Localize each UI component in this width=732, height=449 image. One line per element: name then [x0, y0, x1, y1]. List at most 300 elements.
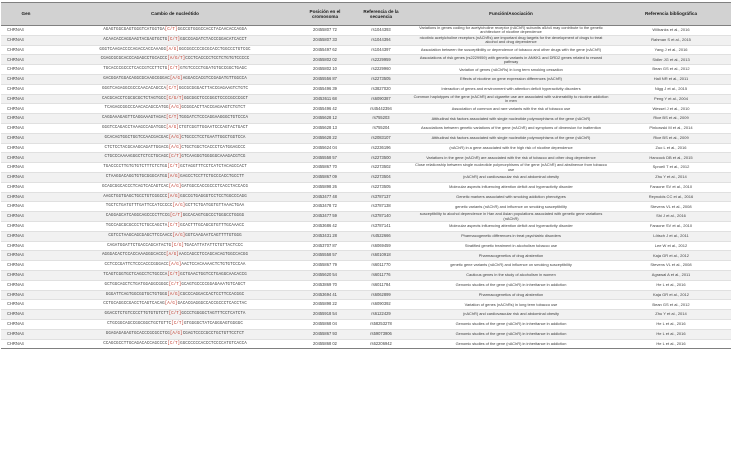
- snp-allele: [C/T]: [171, 322, 184, 326]
- chromosome-position-cell: 20453611 68: [299, 94, 351, 104]
- table-row: [1, 310, 731, 320]
- nucleotide-change-cell: [51, 212, 299, 222]
- sequence-right: GCAGTGCCCCGGAGAAATGTCAGCT: [181, 282, 246, 287]
- gene-cell: CHRNA4: [1, 84, 51, 94]
- header-nucleotide-change: Cambio de nucleótido: [51, 3, 299, 26]
- sequence-reference-cell: rs1044393: [351, 26, 411, 36]
- gene-cell: CHRNA4: [1, 310, 51, 320]
- function-association-cell: Genomic studies of the gene (nAChR) in inheritance in addiction: [411, 339, 611, 349]
- table-row: [1, 241, 731, 251]
- sequence-reference-cell: rs2273505: [351, 74, 411, 84]
- function-association-cell: Close relationship between single nucleotide polymorphisms of the gene (nAChR) and abstinence from tobacco use: [411, 163, 611, 173]
- bibliographic-reference-cell: Wilbanks et al., 2016: [611, 26, 731, 36]
- chromosome-position-cell: 20455496 39: [299, 84, 351, 94]
- function-association-cell: Variations in genes coding for acetylcholine receptor (nAChR) subunits α5/α4 may contribute to the genetic architecture of nicotine dependence: [411, 26, 611, 36]
- sequence-left: TGCTCTGATGTTTGATTCCATCCCCC: [105, 204, 173, 209]
- chromosome-position-cell: 20455558 57: [299, 153, 351, 163]
- snp-allele: [C/T]: [166, 86, 179, 91]
- sequence-reference-cell: rs6011770: [351, 261, 411, 271]
- sequence-reference-cell: rs1044397: [351, 45, 411, 55]
- sequence-reference-cell: rs62206942: [351, 339, 411, 349]
- bibliographic-reference-cell: Sproell T et al., 2012: [611, 163, 731, 173]
- sequence-left: CAGATGGATTCTGACCAGCATACTG: [107, 243, 172, 248]
- table-row: [1, 251, 731, 261]
- nucleotide-change-cell: [51, 163, 299, 173]
- sequence-left: TCAGTCGGTGCTCAGCCTCTGCCCA: [103, 273, 168, 278]
- nucleotide-change-cell: [51, 231, 299, 241]
- function-association-cell: Interaction of genes and environment with attention deficit hyperactivity disorders: [411, 84, 611, 94]
- nucleotide-change-cell: [51, 45, 299, 55]
- sequence-reference-cell: rs58253278: [351, 319, 411, 329]
- table-row: [1, 94, 731, 104]
- sequence-reference-cell: rs2229960: [351, 65, 411, 75]
- nucleotide-change-cell: [51, 143, 299, 153]
- sequence-reference-cell: rs755203: [351, 114, 411, 124]
- function-association-cell: Cautious genes in the study of alcoholism in women: [411, 270, 611, 280]
- gene-cell: CHRNA4: [1, 261, 51, 271]
- chromosome-position-cell: 20455807 72: [299, 26, 351, 36]
- sequence-right: AGGACCACGTCCGAGATGTTGGCCA: [182, 77, 247, 82]
- sequence-left: GGGTCCAGACCTAAAGCCAGATGGC: [101, 126, 167, 131]
- snp-allele: [A/G]: [166, 253, 179, 258]
- snp-allele: [C/T]: [169, 214, 183, 219]
- nucleotide-change-cell: [51, 94, 299, 104]
- sequence-reference-cell: rs6011776: [351, 270, 411, 280]
- nucleotide-change-cell: [51, 104, 299, 114]
- chromosome-position-cell: 20455898 22: [299, 300, 351, 310]
- table-body: [1, 26, 731, 349]
- header-row: [1, 3, 731, 26]
- gene-cell: CHRNA4: [1, 74, 51, 84]
- sequence-right: CTGCCCTCCTGAATTGGCTGGTCCA: [181, 135, 246, 140]
- chromosome-position-cell: 20455628 22: [299, 133, 351, 143]
- sequence-left: GGGATTCAGTGGCGGTGCTGTGGG: [105, 292, 168, 297]
- sequence-left: GGGTCAGAGGCGCCCAACACAGCCA: [101, 86, 167, 91]
- bibliographic-reference-cell: Lee W et al., 2012: [611, 241, 731, 251]
- snp-allele: [C/T]: [168, 155, 182, 160]
- bibliographic-reference-cell: Stevens VL et al., 2008: [611, 202, 731, 212]
- nucleotide-change-cell: [51, 133, 299, 143]
- nucleotide-change-cell: [51, 26, 299, 36]
- sequence-left: GGACCTCTGTCCCCTTGTGTGTCTT: [104, 312, 169, 317]
- sequence-left: CAGGAGCATCAGGCAGCCCCTTCCG: [105, 214, 170, 219]
- nucleotide-change-cell: [51, 153, 299, 163]
- table-row: [1, 192, 731, 202]
- table-row: [1, 84, 731, 94]
- chromosome-position-cell: 20455620 54: [299, 270, 351, 280]
- table-row: [1, 123, 731, 133]
- sequence-right: GCGGCACTTACCGAGAAGTCTGTCT: [181, 106, 246, 111]
- snp-allele: [C/T]: [167, 224, 181, 229]
- bibliographic-reference-cell: Wessel J et al., 2010: [611, 104, 731, 114]
- chromosome-position-cell: 20455624 04: [299, 143, 351, 153]
- bibliographic-reference-cell: Rice BS et al., 2009: [611, 133, 731, 143]
- bibliographic-reference-cell: Yang J et al., 2016: [611, 45, 731, 55]
- function-association-cell: Associations between genetic variations of the gene (nAChR) and symptoms of dimension for inattention: [411, 123, 611, 133]
- function-association-cell: Common haplotypes of the gene (nAChR) and cigarette use are associated with vulnerability to nicotine addiction in men: [411, 94, 611, 104]
- sequence-right: CGCCCAGGACCACTCCTTCCACGGC: [180, 292, 245, 297]
- nucleotide-change-cell: [51, 310, 299, 320]
- sequence-right: GGCGGCTCCCGGCTCCCCGCCCGCT: [183, 96, 249, 101]
- bibliographic-reference-cell: Reynolds CC et al., 2016: [611, 192, 731, 202]
- table-row: [1, 133, 731, 143]
- function-association-cell: susceptibility to alcohol dependence in Han and Asian populations associated with genetic gene variations (nAChR): [411, 212, 611, 222]
- sequence-reference-cell: rs3787140: [351, 212, 411, 222]
- chromosome-position-cell: 20455556 87: [299, 74, 351, 84]
- snp-allele: [C/G]: [171, 243, 184, 248]
- sequence-left: ACAACACCAGGAAGTACGAGTGCTG: [103, 37, 168, 42]
- snp-allele: [C/T]: [167, 37, 181, 42]
- sequence-left: GGGTCAAGACCCCAGACCACCAAAGG: [99, 47, 167, 52]
- sequence-left: AGGGACACTCCACCAAAGGGCACCC: [101, 253, 167, 258]
- nucleotide-change-cell: [51, 172, 299, 182]
- chromosome-position-cell: 20453478 72: [299, 202, 351, 212]
- snp-allele: [C/T]: [168, 312, 182, 317]
- bibliographic-reference-cell: Hall NR et al., 2011: [611, 74, 731, 84]
- function-association-cell: Association between the susceptibility or dependence of tobacco and other drugs with the gene (nAChR): [411, 45, 611, 55]
- nucleotide-change-cell: [51, 221, 299, 231]
- sequence-right: GGCCCCCCACCCTCCCCATGTCACCA: [180, 341, 247, 346]
- function-association-cell: genetic variants (nAChR) and influence on smoking susceptibility: [411, 202, 611, 212]
- nucleotide-change-cell: [51, 329, 299, 339]
- sequence-reference-cell: rs2236196: [351, 143, 411, 153]
- sequence-left: TGACCCCTTGTGTGTCTTTCTCTGG: [103, 165, 168, 170]
- sequence-reference-cell: rs4522666: [351, 231, 411, 241]
- sequence-right: GGTCAAGAATCAGTTTTGTGGG: [185, 233, 242, 238]
- bibliographic-reference-cell: Sidler JG et al., 2013: [611, 55, 731, 65]
- bibliographic-reference-cell: He L et al., 2016: [611, 319, 731, 329]
- sequence-left: CTGCCCAAAAGGGCTCTCCTGCAGC: [104, 155, 169, 160]
- snp-allele: [A/G]: [167, 175, 181, 180]
- sequence-left: CCTGCAGGCCGACCTCAGTCACAG: [103, 302, 165, 307]
- sequence-reference-cell: rs6011784: [351, 280, 411, 290]
- gene-cell: CHRNA4: [1, 212, 51, 222]
- function-association-cell: (nAChR) and cardiovascular risk and abdominal obesity: [411, 310, 611, 320]
- gene-cell: CHRNA4: [1, 241, 51, 251]
- nucleotide-change-cell: [51, 84, 299, 94]
- function-association-cell: nicotinic acetylcholine receptors (nAChRs) are important drug targets for the development of drugs to treat alcohol and drug dependence: [411, 35, 611, 45]
- chromosome-position-cell: 20455558 57: [299, 251, 351, 261]
- chromosome-position-cell: 20453869 70: [299, 280, 351, 290]
- table-row: [1, 35, 731, 45]
- gene-cell: CHRNA4: [1, 290, 51, 300]
- gene-cell: CHRNA4: [1, 339, 51, 349]
- snp-allele: [A/G]: [172, 233, 186, 238]
- snp-allele: [A/G]: [166, 126, 179, 131]
- bibliographic-reference-cell: He L et al., 2016: [611, 339, 731, 349]
- header-gene: Gen: [1, 3, 51, 26]
- sequence-left: AGAGTGGCGAGTGGGTCATGGTGA: [103, 28, 165, 33]
- function-association-cell: genetic gene variants (nAChR) and influence on smoking susceptibility: [411, 261, 611, 271]
- table-row: [1, 270, 731, 280]
- snp-allele: [A/G/T]: [167, 57, 186, 62]
- nucleotide-change-cell: [51, 114, 299, 124]
- sequence-left: CACGCACCTCGCGCGCTCTAGTGCC: [101, 96, 167, 101]
- function-association-cell: Variation of genes (nAChRs) in long term smoking cessation: [411, 65, 611, 75]
- gene-cell: CHRNA4: [1, 133, 51, 143]
- bibliographic-reference-cell: Rice BS et al., 2009: [611, 114, 731, 124]
- table-row: [1, 212, 731, 222]
- bibliographic-reference-cell: Rahman S et al., 2015: [611, 35, 731, 45]
- sequence-left: GCTGGCAGCTCTGATGGAGGCGGGC: [104, 282, 169, 287]
- bibliographic-reference-cell: Pinkowski M et al., 2014: [611, 123, 731, 133]
- sequence-reference-cell: rs2273504: [351, 172, 411, 182]
- sequence-reference-cell: rs3827020: [351, 84, 411, 94]
- gene-cell: CHRNA4: [1, 45, 51, 55]
- bibliographic-reference-cell: He L et al., 2016: [611, 329, 731, 339]
- function-association-cell: (nAChR) and cardiovascular risk and abdominal obesity: [411, 172, 611, 182]
- table-row: [1, 26, 731, 36]
- chromosome-position-cell: 20455802 02: [299, 55, 351, 65]
- function-association-cell: Pharmacogenetics of drug abstention: [411, 290, 611, 300]
- gene-cell: CHRNA4: [1, 26, 51, 36]
- snp-allele: [A/G]: [172, 204, 186, 209]
- sequence-right: GGCACAGTGGCCCTGGGCCTGGGG: [182, 214, 245, 219]
- chromosome-position-cell: 20455497 62: [299, 45, 351, 55]
- snp-allele: [C/T]: [167, 67, 181, 72]
- sequence-right: GCTTCTGATGGTGTTAAACTGAA: [185, 204, 245, 209]
- table-row: [1, 300, 731, 310]
- bibliographic-reference-cell: Zuo L et al., 2016: [611, 143, 731, 153]
- snp-allele: [A/G]: [164, 302, 178, 307]
- chromosome-position-cell: 20455898 26: [299, 182, 351, 192]
- gene-cell: CHRNA4: [1, 55, 51, 65]
- gene-cell: CHRNA4: [1, 163, 51, 173]
- chromosome-position-cell: 20453694 41: [299, 290, 351, 300]
- snp-allele: [A/G]: [168, 184, 182, 189]
- bibliographic-reference-cell: Faraone SV et al., 2010: [611, 182, 731, 192]
- sequence-reference-cell: rs3787137: [351, 192, 411, 202]
- chromosome-position-cell: 20455867 09: [299, 172, 351, 182]
- snp-table: [1, 2, 731, 349]
- sequence-right: AACTCCACAAAACTCTGTGTCCCAA: [181, 263, 246, 268]
- chromosome-position-cell: 20455867 93: [299, 329, 351, 339]
- sequence-right: AACCAGCCTCCAGCACAGTGGCCACGG: [178, 253, 249, 258]
- nucleotide-change-cell: [51, 261, 299, 271]
- nucleotide-change-cell: [51, 74, 299, 84]
- snp-allele: [A/G]: [168, 145, 182, 150]
- bibliographic-reference-cell: Shi J et al., 2016: [611, 212, 731, 222]
- function-association-cell: Molecular aspects influencing attention deficit and hyperactivity disorder: [411, 221, 611, 231]
- bibliographic-reference-cell: Faraone SV et al., 2010: [611, 221, 731, 231]
- bibliographic-reference-cell: Peng Y et al., 2004: [611, 94, 731, 104]
- gene-cell: CHRNA4: [1, 123, 51, 133]
- nucleotide-change-cell: [51, 202, 299, 212]
- header-sequence-reference: Referencia de la secuencia: [351, 3, 411, 26]
- header-function-association: Función/Asociación: [411, 3, 611, 26]
- chromosome-position-cell: 20455802 10: [299, 65, 351, 75]
- sequence-reference-cell: rs6122429: [351, 310, 411, 320]
- table-row: [1, 182, 731, 192]
- gene-cell: CHRNA4: [1, 182, 51, 192]
- sequence-right: GGCCGTGGGCCACCTACAACACCAGGA: [177, 28, 247, 33]
- table-row: [1, 221, 731, 231]
- function-association-cell: Genomic studies of the gene (nAChR) in inheritance in addiction: [411, 280, 611, 290]
- sequence-right: GCTGAACTGGTCCTGAGGCAACACCG: [180, 273, 247, 278]
- sequence-right: TGACATTATATTCTGTTACTCCC: [183, 243, 243, 248]
- gene-cell: CHRNA4: [1, 104, 51, 114]
- sequence-left: CTAAGGACAGGTGTGCGGGCATGG: [105, 175, 168, 180]
- sequence-left: TGCCAGCGCGCCCTCTGCCAGCTA: [105, 224, 168, 229]
- table-row: [1, 319, 731, 329]
- chromosome-position-cell: 20455868 04: [299, 319, 351, 329]
- function-association-cell: Molecular aspects influencing attention deficit and hyperactivity disorder: [411, 182, 611, 192]
- snp-allele: [C/T]: [167, 165, 181, 170]
- function-association-cell: Pharmacogenetics of drug abstention: [411, 251, 611, 261]
- sequence-reference-cell: rs6062899: [351, 290, 411, 300]
- table-header: [1, 3, 731, 26]
- function-association-cell: Genomic studies of the gene (nAChR) in inheritance in addiction: [411, 329, 611, 339]
- snp-allele: [C/T]: [167, 273, 181, 278]
- gene-cell: CHRNA4: [1, 329, 51, 339]
- snp-allele: [C/T]: [168, 282, 182, 287]
- table-row: [1, 261, 731, 271]
- snp-allele: [A/G]: [168, 263, 182, 268]
- snp-allele: [A/G]: [169, 77, 183, 82]
- snp-allele: [A/G]: [169, 331, 183, 336]
- gene-cell: CHRNA4: [1, 231, 51, 241]
- sequence-left: GGAGAGAGAGTGCACCCGCGCCTCG: [105, 331, 170, 336]
- sequence-right: GGCGGCCCCGCGCACCTGGCCCTGTCGC: [178, 47, 251, 52]
- chromosome-position-cell: 20453477 59: [299, 212, 351, 222]
- function-association-cell: Variation of genes (nAChRs) in long term tobacco use: [411, 300, 611, 310]
- function-association-cell: Variations in the gene (nAChR) are associated with the risk of tobacco and other drug dependence: [411, 153, 611, 163]
- gene-cell: CHRNA4: [1, 94, 51, 104]
- sequence-right: GTCAAGGGTGGGGGCAAAGACGTCG: [181, 155, 246, 160]
- gene-cell: CHRNA4: [1, 280, 51, 290]
- gene-cell: CHRNA4: [1, 35, 51, 45]
- table-row: [1, 329, 731, 339]
- snp-allele: [C/T]: [164, 28, 178, 33]
- table-row: [1, 231, 731, 241]
- bibliographic-reference-cell: Kaja GR et al., 2012: [611, 251, 731, 261]
- sequence-left: CCAGCGCCTTGCAGACACCAGCCCC: [103, 341, 168, 346]
- table-row: [1, 55, 731, 65]
- sequence-right: CCCTCACCCCTCCTCTGTGTCCCCC: [185, 57, 250, 62]
- function-association-cell: Stratified genetic treatment in alcoholism tobacco use: [411, 241, 611, 251]
- chromosome-position-cell: 20455807 33: [299, 35, 351, 45]
- sequence-right: GCCCTGGGGCTAGTTTCCTCATCTA: [181, 312, 246, 317]
- sequence-right: GGCCGAGATCTACCCGGACATCACCT: [180, 37, 247, 42]
- gene-cell: CHRNA4: [1, 221, 51, 231]
- snp-allele: [C/T]: [167, 341, 181, 346]
- sequence-reference-cell: rs2273500: [351, 153, 411, 163]
- table-row: [1, 104, 731, 114]
- chromosome-position-cell: 20455918 54: [299, 310, 351, 320]
- table-row: [1, 153, 731, 163]
- sequence-reference-cell: rs6090387: [351, 94, 411, 104]
- snp-allele: [A/G]: [168, 135, 182, 140]
- sequence-right: GAGCCTCCTTCTGCCCACCTGCCTT: [180, 175, 245, 180]
- sequence-reference-cell: rs6090392: [351, 300, 411, 310]
- nucleotide-change-cell: [51, 290, 299, 300]
- table-row: [1, 45, 731, 55]
- function-association-cell: Genetic markers associated with smoking addiction phenotypes: [411, 192, 611, 202]
- table-row: [1, 74, 731, 84]
- gene-cell: CHRNA4: [1, 192, 51, 202]
- chromosome-position-cell: 20453477 48: [299, 192, 351, 202]
- sequence-right: GATGGCCACCGCCCTCACCTACCACG: [181, 184, 249, 189]
- nucleotide-change-cell: [51, 65, 299, 75]
- nucleotide-change-cell: [51, 339, 299, 349]
- sequence-reference-cell: rs2273505: [351, 182, 411, 192]
- table-row: [1, 172, 731, 182]
- sequence-right: GGCGCGGGACTTACCGAGAAGTCTGTC: [178, 86, 249, 91]
- gene-cell: CHRNA4: [1, 270, 51, 280]
- gene-cell: CHRNA4: [1, 202, 51, 212]
- table-row: [1, 339, 731, 349]
- sequence-left: CCTCCCGATTCTCCCACCCGGGACC: [104, 263, 169, 268]
- bibliographic-reference-cell: He L et al., 2016: [611, 280, 731, 290]
- sequence-left: CTCTCCTACGCAAGCAGATTGGACG: [104, 145, 169, 150]
- gene-cell: CHRNA4: [1, 114, 51, 124]
- function-association-cell: Association of common and rare variants with the risk of tobacco use: [411, 104, 611, 114]
- function-association-cell: (nAChR) in a gene associated with the high risk of nicotine dependence: [411, 143, 611, 153]
- nucleotide-change-cell: [51, 300, 299, 310]
- snp-allele: [A/G]: [167, 292, 181, 297]
- sequence-left: AAGCTGGTGAGCTGCCTGTCGGCCC: [103, 194, 168, 199]
- sequence-left: CAGGAAAGAGTTCAGGAAAGTAGAC: [101, 116, 167, 121]
- bibliographic-reference-cell: Zhu Y et al., 2014: [611, 172, 731, 182]
- function-association-cell: Genomic studies of the gene (nAChR) in inheritance in addiction: [411, 319, 611, 329]
- snp-allele: [A/G]: [166, 47, 179, 52]
- chromosome-position-cell: 20455868 02: [299, 339, 351, 349]
- sequence-left: GCACAGTGGCTGGTCCAACGACGAC: [104, 135, 169, 140]
- function-association-cell: Attitudinal risk factors associated with single nucleotide polymorphisms of the gene (nAChR): [411, 114, 611, 124]
- gene-cell: CHRNA4: [1, 300, 51, 310]
- table-row: [1, 65, 731, 75]
- sequence-left: CGAGCGCGCACCCAGAGCCTGCACCC: [100, 57, 168, 62]
- snp-allele: [A/G]: [168, 106, 182, 111]
- chromosome-position-cell: 20455867 79: [299, 261, 351, 271]
- sequence-right: GCTAGGTTTCCTCATCTACAGCCACT: [180, 165, 247, 170]
- nucleotide-change-cell: [51, 251, 299, 261]
- nucleotide-change-cell: [51, 123, 299, 133]
- nucleotide-change-cell: [51, 280, 299, 290]
- bibliographic-reference-cell: Bean GS et al., 2012: [611, 65, 731, 75]
- sequence-reference-cell: rs2229959: [351, 55, 411, 65]
- gene-cell: CHRNA4: [1, 143, 51, 153]
- bibliographic-reference-cell: Kaja GR et al., 2012: [611, 290, 731, 300]
- function-association-cell: Effects of nicotine on gene expression differences (nAChR): [411, 74, 611, 84]
- function-association-cell: Associations of risk genes (rs2229959) with genetic variants in ANKK1 and DRD2 genes related to reward pathway: [411, 55, 611, 65]
- nucleotide-change-cell: [51, 192, 299, 202]
- sequence-reference-cell: rs6069459: [351, 241, 411, 251]
- gene-cell: CHRNA4: [1, 153, 51, 163]
- bibliographic-reference-cell: Bean GS et al., 2012: [611, 300, 731, 310]
- sequence-left: TCAGAGCGGCCCAACACAGCCATGG: [104, 106, 169, 111]
- sequence-right: GACACGAGGGCCACCGCCCTCACCTAC: [177, 302, 247, 307]
- sequence-reference-cell: rs1044394: [351, 35, 411, 45]
- nucleotide-change-cell: [51, 182, 299, 192]
- chromosome-position-cell: 20455628 12: [299, 114, 351, 124]
- sequence-left: TGCACCCGCCCTCACCGTCCTTCTG: [103, 67, 168, 72]
- sequence-reference-cell: rs2083107: [351, 133, 411, 143]
- bibliographic-reference-cell: Hancock DB et al., 2015: [611, 153, 731, 163]
- chromosome-position-cell: 20453431 28: [299, 231, 351, 241]
- sequence-right: CTGTCGGTTGGAATCCCAGTACTGACT: [178, 126, 249, 131]
- snp-allele: [C/T]: [166, 116, 179, 121]
- table-row: [1, 280, 731, 290]
- table-row: [1, 202, 731, 212]
- sequence-left: GACGGATGGACAGGCGCAAGCGGGAC: [103, 77, 170, 82]
- bibliographic-reference-cell: Zhu Y et al., 2014: [611, 310, 731, 320]
- gene-cell: CHRNA4: [1, 319, 51, 329]
- function-association-cell: Pharmacogenetic differences in treat psychiatric disorders: [411, 231, 611, 241]
- sequence-right: GTGGGGCTATCAGGGAGTGGGGC: [183, 322, 243, 326]
- chromosome-position-cell: 20455496 42: [299, 104, 351, 114]
- header-chromosome-position: Posición en el cromosoma: [299, 3, 351, 26]
